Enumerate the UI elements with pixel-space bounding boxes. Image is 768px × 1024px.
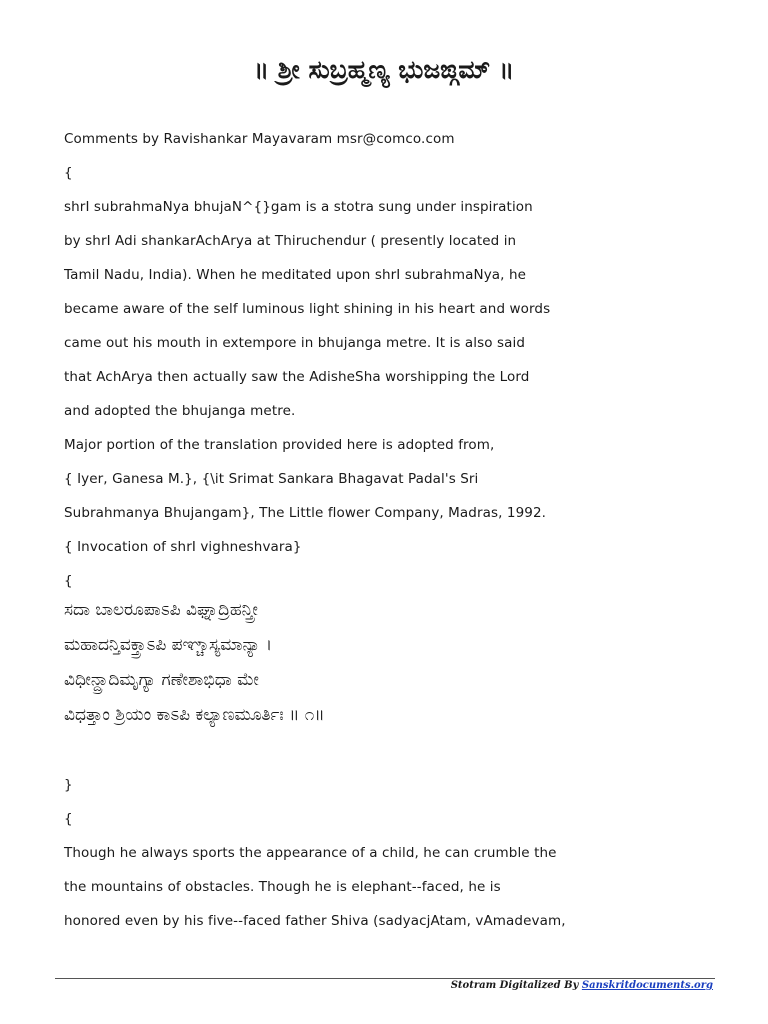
comment-line: became aware of the self luminous light shining in his heart and words [64, 301, 551, 317]
footer-credit [451, 980, 713, 991]
comment-line: } [64, 777, 73, 793]
page-title: ॥ ಶ್ರೀ ಸುಬ್ರಹ್ಮಣ್ಯ ಭುಜಙ್ಗಮ್ ॥ [253, 55, 515, 84]
comment-line: Comments by Ravishankar Mayavaram msr@comco.com [64, 131, 455, 147]
comment-line: the mountains of obstacles. Though he is elephant--faced, he is [64, 879, 501, 895]
comment-line: { [64, 165, 73, 181]
comment-line: { Invocation of shrI vighneshvara} [64, 539, 302, 555]
comment-line: that AchArya then actually saw the AdisheSha worshipping the Lord [64, 369, 530, 385]
comment-line: Tamil Nadu, India). When he meditated upon shrI subrahmaNya, he [64, 267, 527, 283]
comment-line: shrI subrahmaNya bhujaN^{}gam is a stotra sung under inspiration [64, 199, 533, 215]
comment-line: and adopted the bhujanga metre. [64, 403, 296, 419]
comment-line: came out his mouth in extempore in bhujanga metre. It is also said [64, 335, 526, 351]
footer-prefix: Stotram Digitalized By [450, 980, 582, 991]
verse-line: ಮಹಾದನ್ತಿವಕ್ತ್ರಾಽಪಿ ಪಞ್ಚಾಸ್ಯಮಾನ್ಯಾ । [64, 635, 273, 655]
comment-line: honored even by his five--faced father Shiva (sadyacjAtam, vAmadevam, [64, 913, 566, 929]
comment-line: Though he always sports the appearance of a child, he can crumble the [64, 845, 557, 861]
footer-link[interactable]: Sanskritdocuments.org [581, 980, 713, 991]
verse-line: ವಿಧೀನ್ದ್ರಾದಿಮೃಗ್ಯಾ ಗಣೇಶಾಭಿಧಾ ಮೇ [64, 670, 259, 690]
verse-line: ವಿಧತ್ತಾಂ ಶ್ರಿಯಂ ಕಾಽಪಿ ಕಲ್ಯಾಣಮೂರ್ತಿಃ ॥ ೧॥ [64, 705, 325, 725]
comment-line: Subrahmanya Bhujangam}, The Little flower Company, Madras, 1992. [64, 505, 547, 521]
comment-line: { [64, 811, 73, 827]
comment-line: { Iyer, Ganesa M.}, {\it Srimat Sankara Bhagavat Padal's Sri [64, 471, 479, 487]
footer-divider [55, 978, 715, 979]
comment-line: { [64, 573, 73, 589]
comment-line: by shrI Adi shankarAchArya at Thiruchendur ( presently located in [64, 233, 517, 249]
verse-line: ಸದಾ ಬಾಲರೂಪಾಽಪಿ ವಿಘ್ನಾದ್ರಿಹನ್ತ್ರೀ [64, 600, 258, 620]
comment-line: Major portion of the translation provided here is adopted from, [64, 437, 495, 453]
